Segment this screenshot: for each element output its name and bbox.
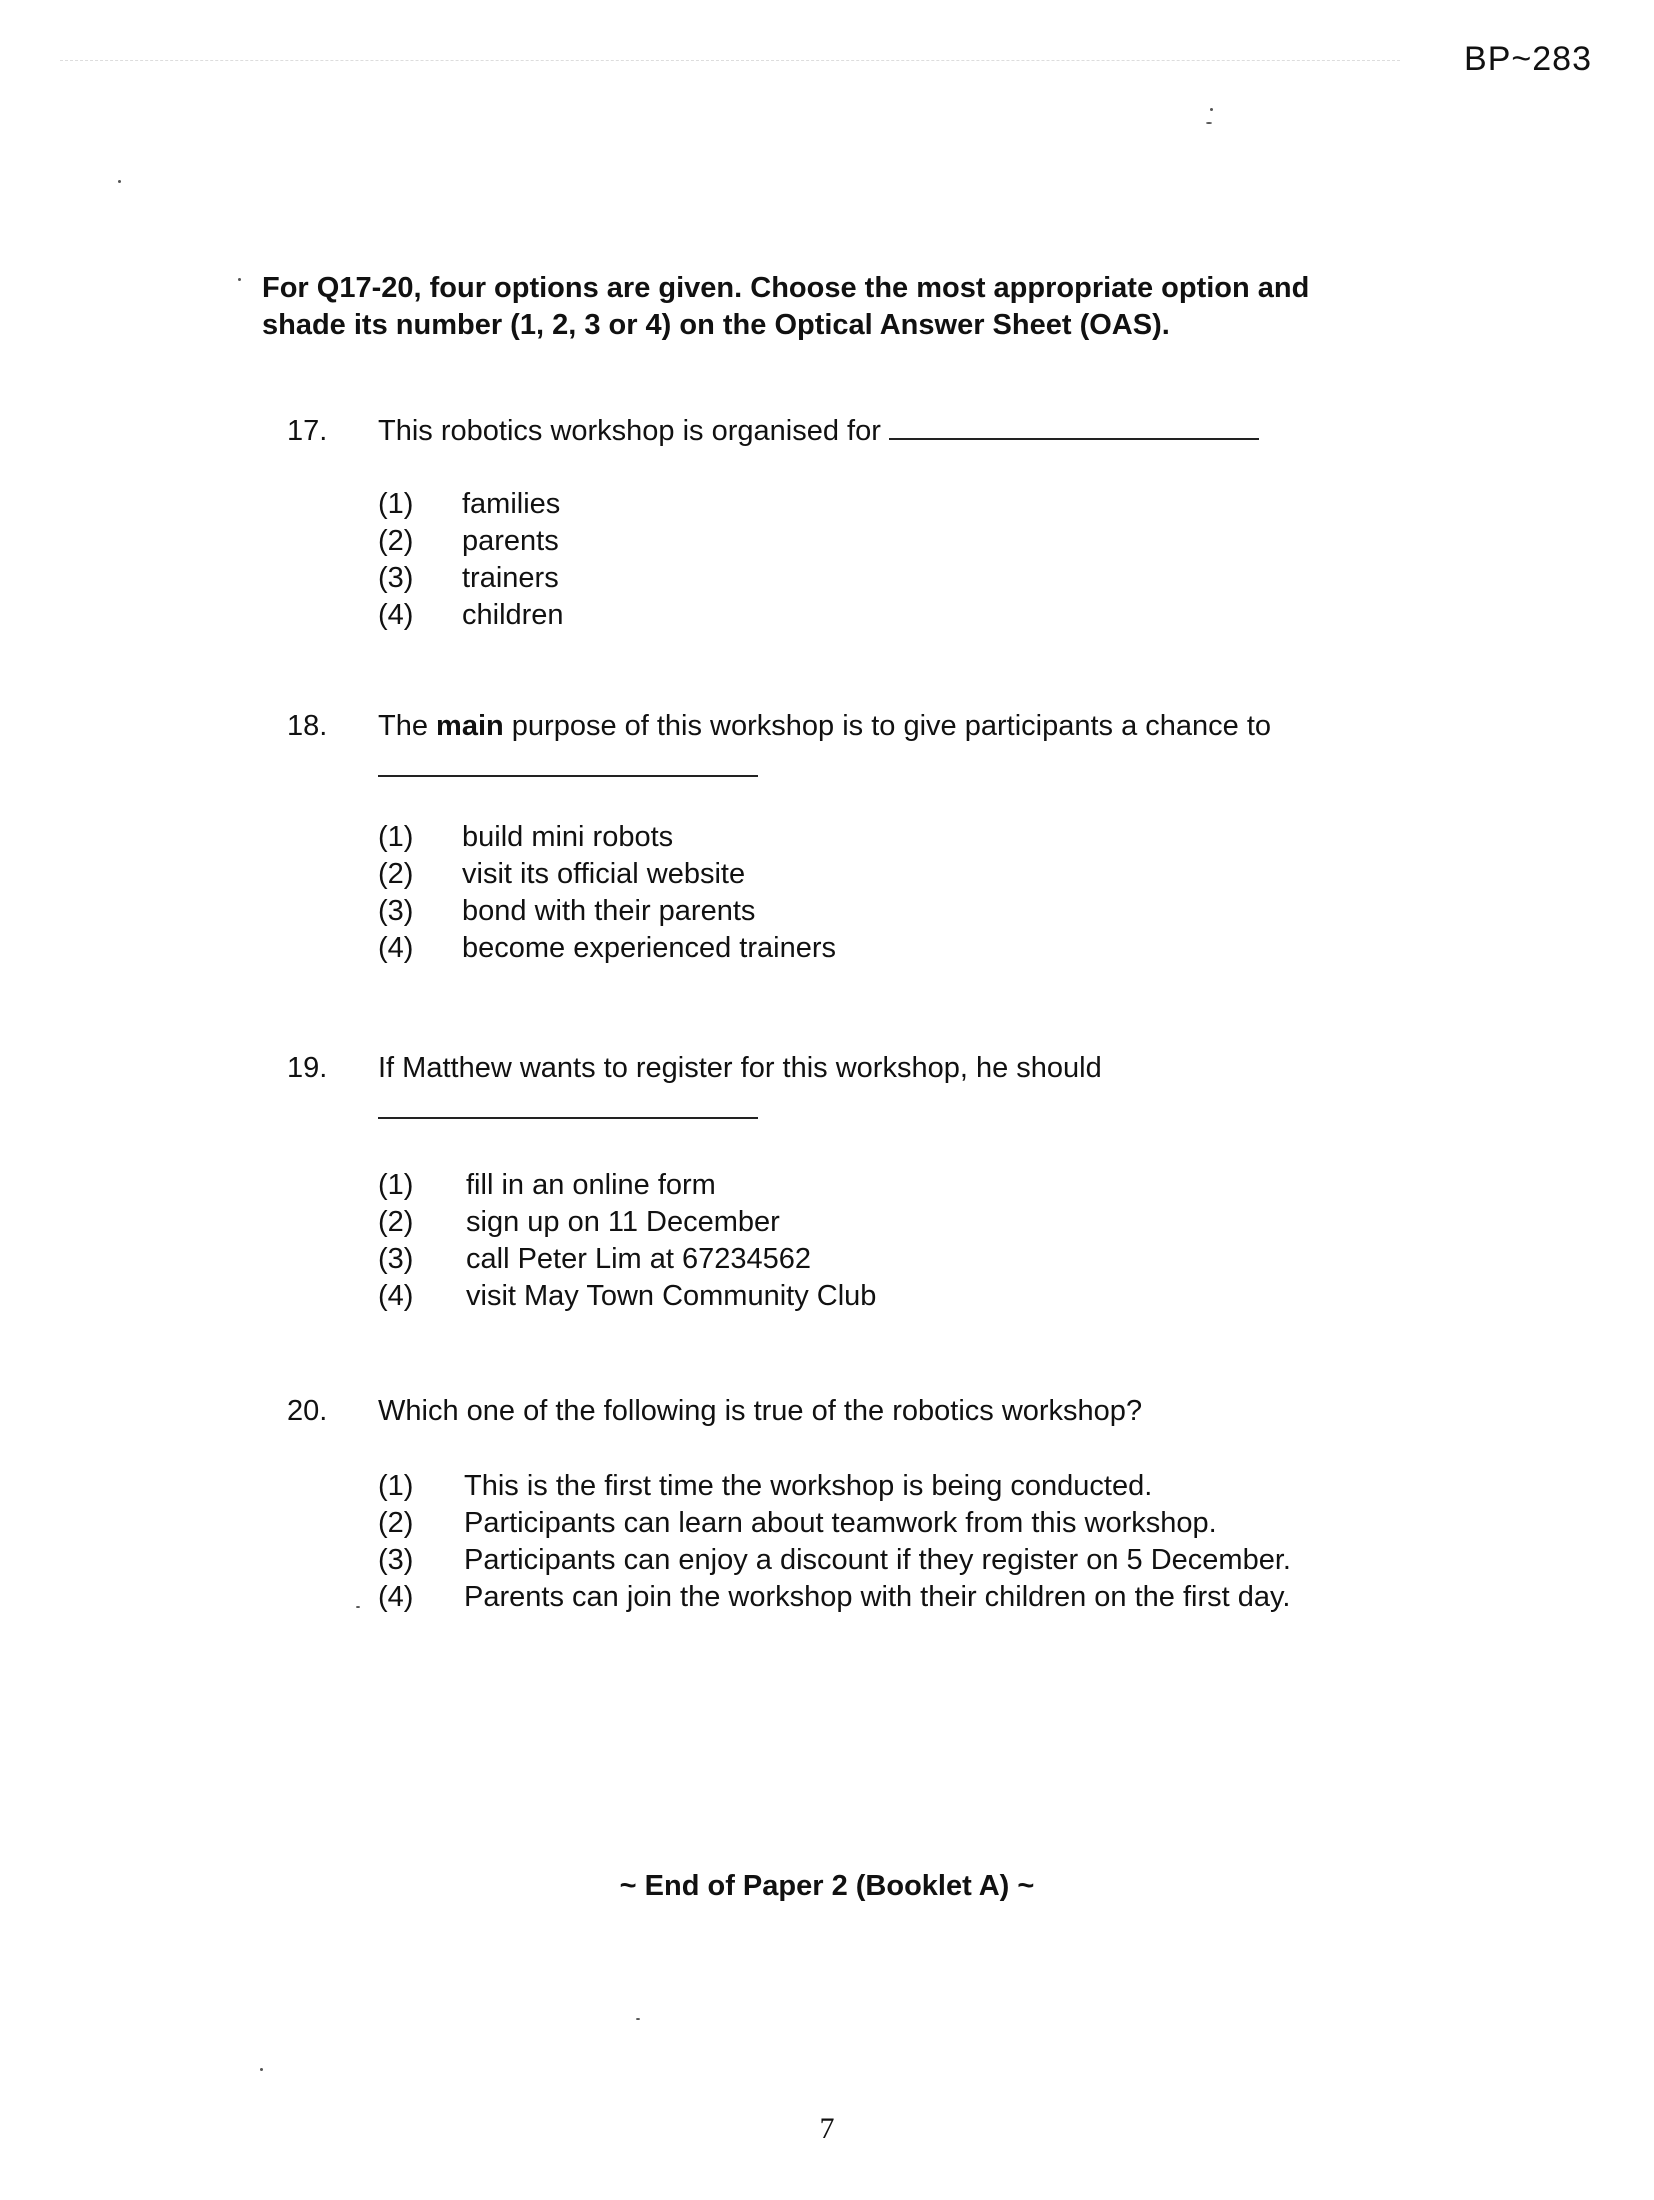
scan-speck [636,2018,640,2020]
option-text: build mini robots [462,821,674,853]
scan-artifact-line [60,60,1400,61]
option [378,893,1417,930]
option-text: children [462,599,564,631]
option [378,1579,1417,1616]
page-number: 7 [819,2112,835,2145]
option [378,1542,1417,1579]
option-text: trainers [462,562,559,594]
question-number: 20. [287,1395,328,1427]
option-number: (4) [378,1280,414,1312]
option-text: families [462,488,561,520]
answer-blank [889,437,1259,440]
scan-speck [1206,122,1212,124]
option-text: fill in an online form [466,1169,716,1201]
option-text: visit May Town Community Club [466,1280,877,1312]
option-number: (1) [378,821,414,853]
instructions [262,270,1392,344]
question-text [378,415,1417,448]
option [378,1468,1417,1505]
option-number: (4) [378,932,414,964]
option-number: (3) [378,1544,414,1576]
question-18 [287,710,1417,967]
option [378,597,1417,634]
option-number: (3) [378,562,414,594]
question-number: 17. [287,415,328,447]
answer-blank [378,761,758,777]
option-number: (2) [378,858,414,890]
scan-speck [1210,108,1213,111]
option-number: (1) [378,1470,414,1502]
option-text: This is the first time the workshop is being conducted. [464,1470,1153,1502]
question-number: 18. [287,710,328,742]
answer-blank [378,1103,758,1119]
option-text: call Peter Lim at 67234562 [466,1243,811,1275]
option-text: Parents can join the workshop with their children on the first day. [464,1581,1291,1613]
question-text-part: The [378,710,437,742]
option [378,819,1417,856]
option [378,560,1417,597]
option [378,486,1417,523]
question-text-emphasis: main [436,710,504,742]
option-number: (1) [378,488,414,520]
question-20 [287,1395,1417,1616]
question-19 [287,1052,1417,1315]
option-number: (2) [378,1206,414,1238]
question-number: 19. [287,1052,328,1084]
option-list [378,1468,1417,1616]
option [378,930,1417,967]
option-text: visit its official website [462,858,746,890]
option-number: (2) [378,525,414,557]
question-text-content: This robotics workshop is organised for [378,415,881,447]
scan-speck [260,2068,263,2071]
option-number: (3) [378,1243,414,1275]
option-number: (4) [378,1581,414,1613]
option [378,1505,1417,1542]
instructions-line-1: For Q17-20, four options are given. Choose the most appropriate option and [262,272,1310,304]
option-text: sign up on 11 December [466,1206,780,1238]
option-text: become experienced trainers [462,932,836,964]
option-number: (1) [378,1169,414,1201]
question-text-part: purpose of this workshop is to give participants a chance to [503,710,1272,742]
option-list [378,819,1417,967]
instructions-line-2: shade its number (1, 2, 3 or 4) on the Optical Answer Sheet (OAS). [262,309,1170,341]
option-list [378,486,1417,634]
option-number: (2) [378,1507,414,1539]
option-text: bond with their parents [462,895,756,927]
option [378,523,1417,560]
option [378,856,1417,893]
page-code: BP~283 [1464,40,1592,78]
option-number: (3) [378,895,414,927]
option-text: parents [462,525,559,557]
option-text: Participants can learn about teamwork from this workshop. [464,1507,1217,1539]
option-text: Participants can enjoy a discount if they register on 5 December. [464,1544,1291,1576]
question-text: If Matthew wants to register for this workshop, he should [378,1052,1102,1084]
question-17 [287,415,1417,634]
scan-speck [238,278,241,281]
question-text [378,710,1417,743]
option [378,1241,1417,1278]
question-text: Which one of the following is true of the robotics workshop? [378,1395,1143,1427]
option [378,1167,1417,1204]
option [378,1278,1417,1315]
end-of-paper-note: ~ End of Paper 2 (Booklet A) ~ [619,1870,1035,1902]
option-number: (4) [378,599,414,631]
option-list [378,1167,1417,1315]
scan-speck [118,180,121,183]
option [378,1204,1417,1241]
